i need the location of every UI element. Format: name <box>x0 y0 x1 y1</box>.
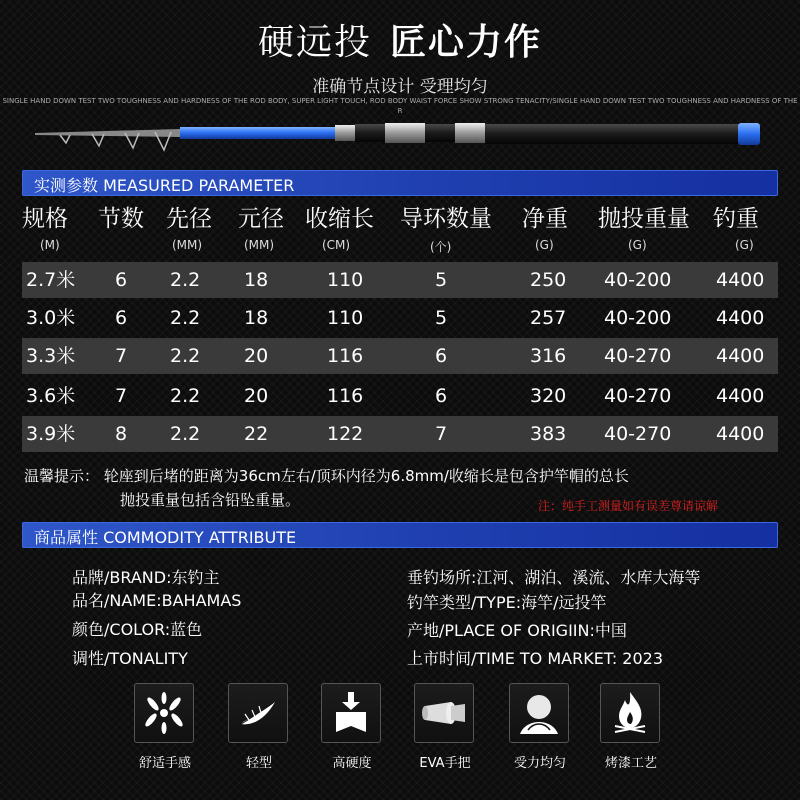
cell-spec: 3.3米 <box>26 345 76 367</box>
feather-icon <box>235 690 281 736</box>
feature-eva-label: EVA手把 <box>419 756 471 771</box>
feature-light-label: 轻型 <box>245 756 272 771</box>
cell-closed-length: 110 <box>327 307 364 329</box>
cell-spec: 3.9米 <box>26 423 76 445</box>
cell-guide-rings: 5 <box>435 269 448 291</box>
cell-casting-weight: 40-270 <box>604 385 672 407</box>
attr-color: 颜色/COLOR:蓝色 <box>72 620 203 639</box>
cell-base-diameter: 20 <box>244 345 269 367</box>
commodity-attribute-label: 商品属性 COMMODITY ATTRIBUTE <box>34 528 297 547</box>
commodity-attribute-header <box>22 522 778 548</box>
feature-hardness-label: 高硬度 <box>332 756 372 771</box>
header-closed-length: 收缩长 <box>305 206 374 232</box>
header-spec: 规格 <box>22 206 68 232</box>
measured-parameter-header <box>22 170 778 196</box>
cell-max-drag: 4400 <box>716 269 765 291</box>
subtitle: 准确节点设计 受理均匀 <box>312 77 488 97</box>
cell-max-drag: 4400 <box>716 423 765 445</box>
cell-sections: 7 <box>115 385 128 407</box>
attr-origin: 产地/PLACE OF ORIGIIN:中国 <box>407 621 627 640</box>
unit-net-weight: (G) <box>535 238 554 252</box>
cell-guide-rings: 6 <box>435 345 448 367</box>
cell-spec: 3.0米 <box>26 307 76 329</box>
attr-name: 品名/NAME:BAHAMAS <box>72 591 242 610</box>
cell-base-diameter: 20 <box>244 385 269 407</box>
feature-comfort-label: 舒适手感 <box>138 756 191 771</box>
measurement-disclaimer: 注：纯手工测量如有误差尊请谅解 <box>538 499 719 513</box>
cell-casting-weight: 40-270 <box>604 345 672 367</box>
unit-max-drag: (G) <box>735 238 754 252</box>
header-base-diameter: 元径 <box>238 206 284 232</box>
cell-sections: 7 <box>115 345 128 367</box>
unit-closed-length: (CM) <box>322 238 351 252</box>
table-row <box>22 300 778 336</box>
cell-tip-diameter: 2.2 <box>170 269 201 291</box>
cell-tip-diameter: 2.2 <box>170 423 201 445</box>
cell-max-drag: 4400 <box>716 345 765 367</box>
cell-net-weight: 320 <box>530 385 567 407</box>
cell-closed-length: 116 <box>327 385 364 407</box>
attr-fishing-location: 垂钓场所:江河、湖泊、溪流、水库大海等 <box>407 568 701 587</box>
note-line-2: 抛投重量包括含铅坠重量。 <box>120 491 301 509</box>
cell-guide-rings: 5 <box>435 307 448 329</box>
cell-guide-rings: 6 <box>435 385 448 407</box>
cell-max-drag: 4400 <box>716 385 765 407</box>
eva-handle-icon <box>421 690 467 736</box>
unit-spec: (M) <box>40 238 60 252</box>
feature-comfort <box>134 683 194 743</box>
attr-brand: 品牌/BRAND:东钓主 <box>72 568 220 587</box>
feature-eva <box>414 683 474 743</box>
cell-closed-length: 110 <box>327 269 364 291</box>
cell-guide-rings: 7 <box>435 423 448 445</box>
cell-casting-weight: 40-270 <box>604 423 672 445</box>
cell-casting-weight: 40-200 <box>604 307 672 329</box>
cell-sections: 6 <box>115 269 128 291</box>
feature-paint-label: 烤漆工艺 <box>604 756 657 771</box>
table-row <box>22 416 778 452</box>
header-casting-weight: 抛投重量 <box>598 206 690 232</box>
cell-closed-length: 122 <box>327 423 364 445</box>
cell-tip-diameter: 2.2 <box>170 345 201 367</box>
feature-balance <box>509 683 569 743</box>
header-max-drag: 钓重 <box>713 206 759 232</box>
tagline: SINGLE HAND DOWN TEST TWO TOUGHNESS AND HARDNESS OF THE ROD BODY, SUPER LIGHT TOUCH, ROD BODY WAIST FORCE SHOW STRONG TENACITY/SINGLE HAND DOWN TEST TWO TOUGHNESS AND HARDNESS OF THE R <box>2 97 798 115</box>
cell-spec: 2.7米 <box>26 269 76 291</box>
header-net-weight: 净重 <box>522 206 568 232</box>
cell-sections: 6 <box>115 307 128 329</box>
header-sections: 节数 <box>98 206 144 232</box>
note-line-1: 温馨提示： 轮座到后堵的距离为36cm左右/顶环内径为6.8mm/收缩长是包含护竿帽的总长 <box>24 467 629 485</box>
feature-balance-label: 受力均匀 <box>513 756 566 771</box>
attr-rod-type: 钓竿类型/TYPE:海竿/远投竿 <box>407 593 607 612</box>
header-guide-rings: 导环数量 <box>400 206 492 232</box>
table-row <box>22 378 778 414</box>
cell-base-diameter: 18 <box>244 269 269 291</box>
unit-base-diameter: (MM) <box>244 238 275 252</box>
balance-icon <box>516 690 562 736</box>
fishing-rod-image <box>30 115 770 165</box>
cell-net-weight: 316 <box>530 345 567 367</box>
cell-base-diameter: 18 <box>244 307 269 329</box>
attr-tonality: 调性/TONALITY <box>72 649 188 668</box>
cell-spec: 3.6米 <box>26 385 76 407</box>
header-tip-diameter: 先径 <box>166 206 212 232</box>
cell-closed-length: 116 <box>327 345 364 367</box>
cell-casting-weight: 40-200 <box>604 269 672 291</box>
flame-icon <box>607 690 653 736</box>
hands-icon <box>141 690 187 736</box>
measured-parameter-label: 实测参数 MEASURED PARAMETER <box>34 176 295 195</box>
feature-paint <box>600 683 660 743</box>
cell-tip-diameter: 2.2 <box>170 307 201 329</box>
unit-guide-rings: (个) <box>430 240 452 254</box>
title-part2: 匠心力作 <box>390 22 543 63</box>
cell-base-diameter: 22 <box>244 423 269 445</box>
unit-tip-diameter: (MM) <box>172 238 203 252</box>
unit-casting-weight: (G) <box>628 238 647 252</box>
table-row <box>22 338 778 374</box>
cell-tip-diameter: 2.2 <box>170 385 201 407</box>
cell-net-weight: 250 <box>530 269 567 291</box>
cell-max-drag: 4400 <box>716 307 765 329</box>
hardness-icon <box>328 690 374 736</box>
title-part1: 硬远投 <box>257 22 372 63</box>
table-row <box>22 262 778 298</box>
cell-sections: 8 <box>115 423 128 445</box>
attr-market-time: 上市时间/TIME TO MARKET: 2023 <box>407 649 664 668</box>
cell-net-weight: 257 <box>530 307 567 329</box>
feature-light <box>228 683 288 743</box>
feature-hardness <box>321 683 381 743</box>
page-title <box>0 14 800 65</box>
cell-net-weight: 383 <box>530 423 567 445</box>
